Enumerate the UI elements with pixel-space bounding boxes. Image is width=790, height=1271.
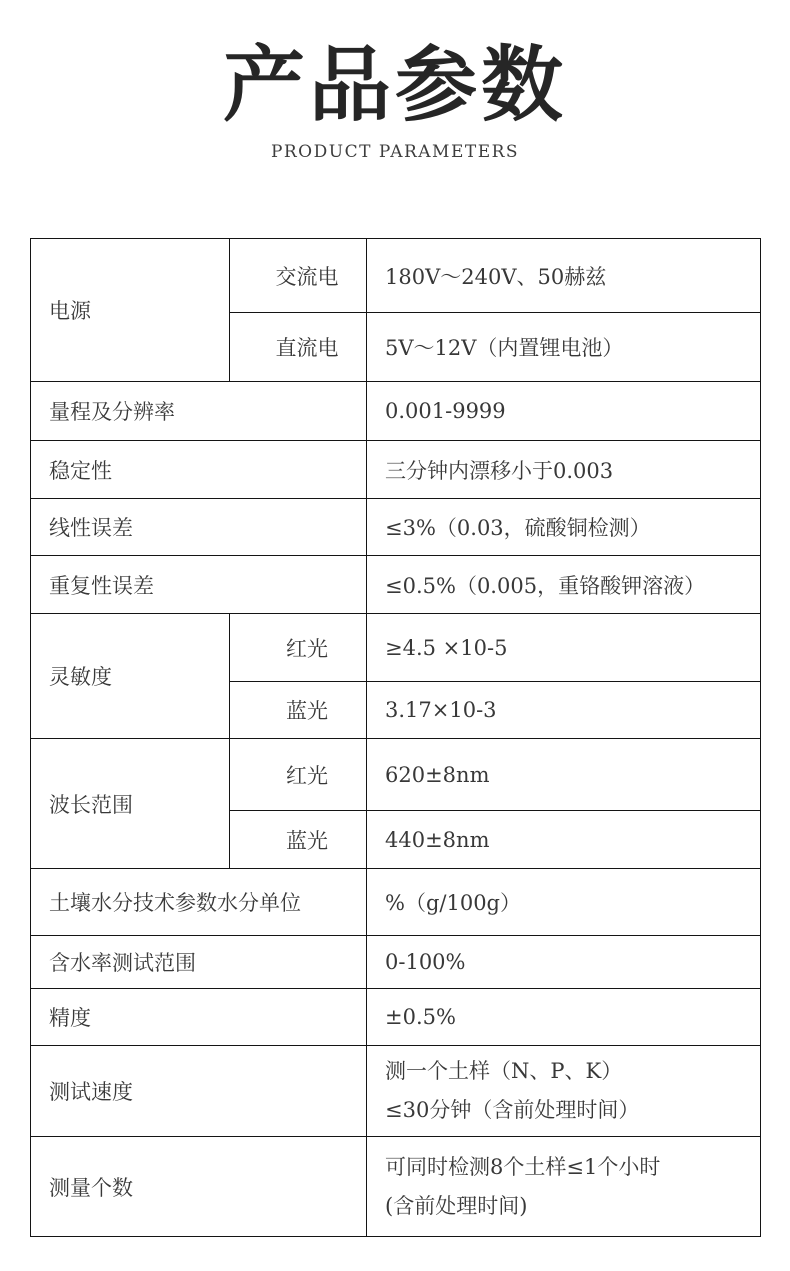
page-title: 产品参数 <box>222 37 567 133</box>
param-value-line: (含前处理时间) <box>385 1193 528 1218</box>
param-value-stability: 三分钟内漂移小于0.003 <box>367 441 761 499</box>
table-row <box>31 989 761 1046</box>
table-row <box>31 382 761 441</box>
param-label-moisture-range: 含水率测试范围 <box>31 936 367 989</box>
param-value-moisture-range: 0-100% <box>367 936 761 989</box>
table-row <box>31 739 761 811</box>
param-subkey-ac: 交流电 <box>230 239 367 313</box>
table-row <box>31 499 761 556</box>
param-subkey-wave-red: 红光 <box>230 739 367 811</box>
param-label-moisture-unit: 土壤水分技术参数水分单位 <box>31 869 367 936</box>
table-row <box>31 556 761 614</box>
param-value-wave-blue: 440±8nm <box>367 811 761 869</box>
table-row <box>31 936 761 989</box>
param-value-sample-count <box>367 1137 761 1237</box>
page-header <box>0 0 790 162</box>
param-value-linear-error: ≤3%（0.03，硫酸铜检测） <box>367 499 761 556</box>
param-label-repeat-error: 重复性误差 <box>31 556 367 614</box>
param-label-wavelength: 波长范围 <box>31 739 230 869</box>
param-value-range-resolution: 0.001-9999 <box>367 382 761 441</box>
param-label-power: 电源 <box>31 239 230 382</box>
param-value-moisture-unit: %（g/100g） <box>367 869 761 936</box>
table-row <box>31 1046 761 1137</box>
table-row <box>31 1137 761 1237</box>
param-value-line: 测一个土样（N、P、K） <box>385 1059 623 1084</box>
table-row <box>31 441 761 499</box>
param-label-linear-error: 线性误差 <box>31 499 367 556</box>
param-value-accuracy: ±0.5% <box>367 989 761 1046</box>
param-label-stability: 稳定性 <box>31 441 367 499</box>
param-value-ac: 180V～240V、50赫兹 <box>367 239 761 313</box>
param-subkey-sens-red: 红光 <box>230 614 367 682</box>
table-row <box>31 239 761 313</box>
page-subtitle: PRODUCT PARAMETERS <box>270 142 520 163</box>
product-parameters-table <box>30 238 761 1237</box>
param-value-sens-blue: 3.17×10-3 <box>367 682 761 739</box>
param-subkey-dc: 直流电 <box>230 313 367 382</box>
param-value-line: ≤30分钟（含前处理时间） <box>385 1098 640 1123</box>
param-subkey-wave-blue: 蓝光 <box>230 811 367 869</box>
table-row <box>31 614 761 682</box>
table-row <box>31 869 761 936</box>
param-value-test-speed <box>367 1046 761 1137</box>
param-label-sample-count: 测量个数 <box>31 1137 367 1237</box>
param-label-sensitivity: 灵敏度 <box>31 614 230 739</box>
param-subkey-sens-blue: 蓝光 <box>230 682 367 739</box>
param-value-sens-red: ≥4.5 ×10-5 <box>367 614 761 682</box>
param-value-line: 可同时检测8个土样≤1个小时 <box>385 1154 661 1179</box>
param-label-range-resolution: 量程及分辨率 <box>31 382 367 441</box>
param-value-wave-red: 620±8nm <box>367 739 761 811</box>
param-value-repeat-error: ≤0.5%（0.005，重铬酸钾溶液） <box>367 556 761 614</box>
param-label-test-speed: 测试速度 <box>31 1046 367 1137</box>
param-label-accuracy: 精度 <box>31 989 367 1046</box>
param-value-dc: 5V～12V（内置锂电池） <box>367 313 761 382</box>
